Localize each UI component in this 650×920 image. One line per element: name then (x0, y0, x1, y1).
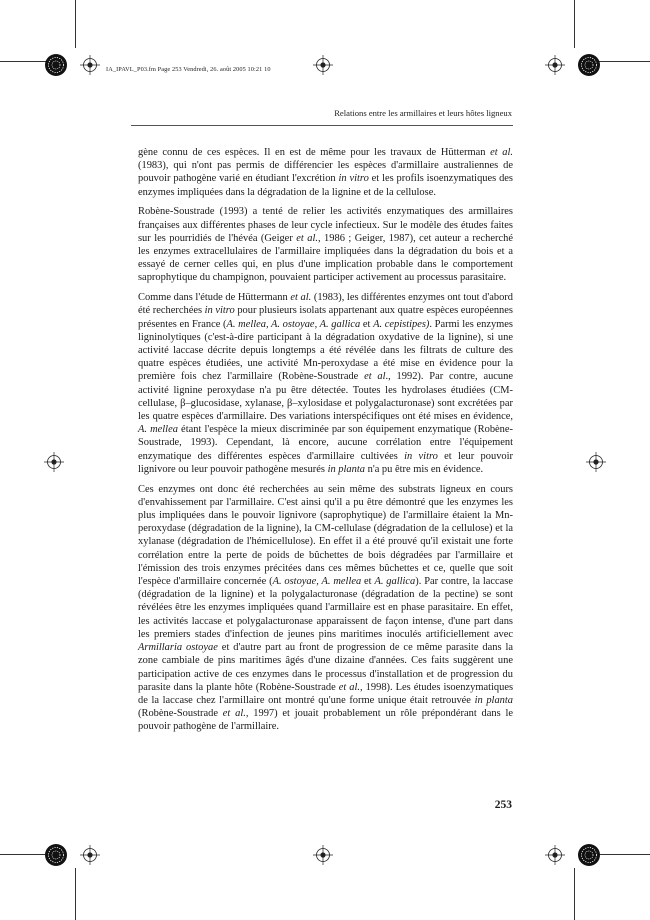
text-run: ., 1992). Par contre, aucune activité lignine peroxydase n'a pu être détectée. Toutes les hydrolases étudiées (CM-cellulase, β–glucosidase, xylanase, β–xylosidase et polygalacturonase) sont excrétées par les quatre espèces d'armillaire. Des variations interspécifiques ont été mises en évidence, (138, 371, 513, 423)
text-run: . Parmi les enzymes ligninolytiques (c'est-à-dire participant à la dégradation oxydative de la lignine), si une activité laccase décrite depuis longtemps a été révélée dans les filtrats de culture des quatre espèces étudiées, une activité Mn-peroxydase a été mise en évidence pour la première fois chez l'armillaire (Robène-Soustrade (138, 318, 513, 383)
body-text (138, 146, 513, 740)
italic-text: in vitro (338, 173, 369, 185)
italic-text: in planta (474, 694, 514, 706)
text-run: , 1986 ; Geiger, 1987), cet auteur a recherché les enzymes extracellulaires de l'armillaire impliquées dans la dégradation du bois et a essayé de cerner celles qui, en plus d'une implication probable dans le comportement saprophytique du champignon, pouvaient participer activement au processus parasitaire. (138, 232, 513, 284)
italic-text: et al. (290, 292, 312, 304)
italic-text: A. ostoyae, A. mellea (272, 576, 362, 588)
header-rule (131, 125, 513, 126)
text-run: n'a pu être mis en évidence. (364, 463, 484, 475)
paragraph-2 (138, 205, 513, 284)
text-run: , 1998). Les études isoenzymatiques de la laccase chez l'armillaire ont montré qu'une forme unique était retrouvée (138, 681, 514, 706)
registration-mark-icon (80, 845, 100, 865)
italic-text: et al. (490, 147, 513, 158)
italic-text: et al (364, 371, 386, 383)
text-run: ). Par contre, la laccase (dégradation de la lignine) et la polygalacturonase (dégradation de la pectine) se sont révélées être les enzymes impliquées quand l'armillaire est en phase parasitaire. En effet, les activités laccase et polygalacturonase apparaissent de façon intense, d'une part dans les premiers stades d'infection de jeunes pins maritimes inoculés artificiellement avec (138, 576, 513, 640)
registration-mark-icon (80, 55, 100, 75)
text-run: et (360, 318, 374, 330)
text-run: étant l'espèce la mieux discriminée par son équipement enzymatique (Robène-Soustrade, 1993). Cependant, là encore, aucune corrélation entre l'équipement enzymatique des différentes espèces d'armillaire cultivées (138, 424, 513, 462)
italic-text: in vitro (404, 450, 438, 462)
page-number: 253 (494, 799, 512, 811)
italic-text: et al. (338, 681, 361, 693)
star-target-icon (577, 53, 601, 77)
text-run: , 1997) et jouait probablement un rôle prépondérant dans le pouvoir pathogène de l'armillaire. (138, 708, 514, 733)
italic-text: A. mellea (138, 424, 178, 436)
registration-mark-icon (313, 55, 333, 75)
text-run: gène connu de ces espèces. Il en est de même pour les travaux de Hütterman (138, 147, 491, 158)
italic-text: et al. (222, 708, 246, 720)
text-run: (1983), les différentes enzymes ont tout d'abord été recherchées (138, 292, 513, 317)
text-run: Comme dans l'étude de Hüttermann (138, 292, 291, 304)
trim-line-bottom-right-vertical (574, 868, 575, 920)
text-run: (1983), qui n'ont pas permis de différencier les espèces d'armillaire australiennes de pouvoir pathogène varié en étudiant l'excrétion (138, 160, 513, 185)
star-target-icon (44, 53, 68, 77)
star-target-icon (577, 843, 601, 867)
text-run: et d'autre part au front de progression de ce même parasite dans la zone cambiale de pins maritimes âgés d'une dizaine d'années. Ces faits suggèrent une participation active de ces enzymes dans le processus d'installation et de progression du parasite dans la plante hôte (Robène-Soustrade (138, 642, 513, 693)
trim-line-bottom-left-vertical (75, 868, 76, 920)
italic-text: Armillaria ostoyae (138, 642, 218, 654)
italic-text: A. mellea, A. ostoyae, A. gallica (226, 318, 361, 330)
trim-line-top-left-vertical (75, 0, 76, 48)
registration-mark-icon (586, 452, 606, 472)
trim-line-top-right-vertical (574, 0, 575, 48)
text-run: pour plusieurs isolats appartenant aux quatre espèces européennes présentes en France ( (138, 305, 513, 330)
italic-text: A. cepistipes) (373, 318, 430, 330)
italic-text: in vitro (204, 305, 235, 317)
slug-line: IA_IPAVL_P03.fm Page 253 Vendredi, 26. août 2005 10:21 10 (106, 66, 271, 73)
text-run: et leur pouvoir lignivore ou leur pouvoir pathogène mesurés (138, 450, 514, 475)
paragraph-3 (138, 291, 513, 476)
text-run: Robène-Soustrade (1993) a tenté de relier les activités enzymatiques des armillaires françaises aux différentes phases de leur cycle infectieux. Sur le modèle des études faites sur les pourridiés de l'hévéa (Geiger (138, 206, 513, 244)
italic-text: A. gallica (374, 576, 416, 588)
italic-text: et al. (296, 232, 318, 244)
text-run: (Robène-Soustrade (138, 708, 223, 720)
registration-mark-icon (545, 55, 565, 75)
text-run: et les profils isoenzymatiques des enzymes impliquées dans la dégradation de la lignine et de la cellulose. (138, 173, 513, 198)
text-run: et (361, 576, 375, 588)
registration-mark-icon (44, 452, 64, 472)
star-target-icon (44, 843, 68, 867)
italic-text: in planta (327, 463, 365, 475)
text-run: Ces enzymes ont donc été recherchées au sein même des substrats ligneux en cours d'envahissement par l'armillaire. C'est ainsi qu'il a pu être démontré que les enzymes les plus impliquées dans le pouvoir lignivore (saprophytique) de l'armillaire étaient la Mn-peroxydase (dégradation de la lignine), la CM-cellulase (dégradation de la cellulose) et la xylanase (dégradation de l'hémicellulose). En effet il a été prouvé qu'il existait une forte corrélation entre la perte de poids de bûchettes de bois dégradées par l'armillaire et l'émission des trois enzymes précitées dans ces mêmes bûchettes et ce, quelle que soit l'espèce d'armillaire concernée ( (138, 483, 513, 588)
registration-mark-icon (545, 845, 565, 865)
paragraph-1 (138, 146, 513, 199)
registration-mark-icon (313, 845, 333, 865)
running-head: Relations entre les armillaires et leurs hôtes ligneux (334, 108, 512, 118)
paragraph-4 (138, 483, 513, 734)
